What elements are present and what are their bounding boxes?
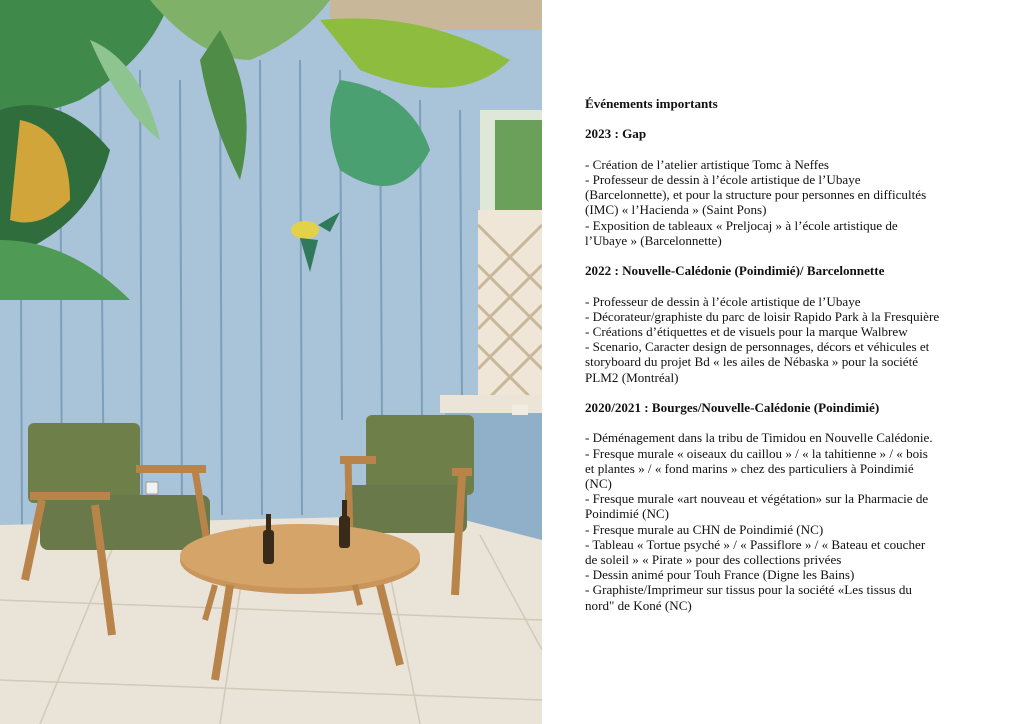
spacer bbox=[585, 415, 995, 430]
event-line: - Fresque murale «art nouveau et végétation» sur la Pharmacie de bbox=[585, 491, 929, 507]
event-line: - Tableau « Tortue psyché » / « Passiflore » / « Bateau et coucher bbox=[585, 536, 926, 552]
event-line: - Déménagement dans la tribu de Timidou en Nouvelle Calédonie. bbox=[585, 430, 933, 446]
event-line: - Professeur de dessin à l’école artistique de l’Ubaye bbox=[585, 171, 861, 187]
spacer bbox=[585, 278, 995, 293]
spacer bbox=[585, 111, 995, 126]
event-line: - Créations d’étiquettes et de visuels pour la marque Walbrew bbox=[585, 323, 908, 339]
spacer bbox=[585, 248, 995, 263]
event-line: storyboard du projet Bd « les ailes de Nébaska » pour la société bbox=[585, 354, 919, 370]
event-line: de soleil » « Pirate » pour des collections privées bbox=[585, 552, 842, 567]
event-line: - Scenario, Caracter design de personnages, décors et véhicules et bbox=[585, 339, 930, 355]
event-line: - Exposition de tableaux « Preljocaj » à l’école artistique de bbox=[585, 217, 898, 233]
event-line: - Création de l’atelier artistique Tomc à Neffes bbox=[585, 156, 830, 172]
event-line: l’Ubaye » (Barcelonnette) bbox=[585, 232, 722, 248]
wall-outlet bbox=[146, 482, 158, 494]
spacer bbox=[585, 385, 995, 400]
event-line: - Professeur de dessin à l’école artistique de l’Ubaye bbox=[585, 293, 861, 309]
section-heading: 2020/2021 : Bourges/Nouvelle-Calédonie (Poindimié) bbox=[585, 399, 880, 415]
event-line: (NC) bbox=[585, 475, 612, 491]
outside-tree bbox=[495, 120, 542, 210]
event-line: - Dessin animé pour Touh France (Digne les Bains) bbox=[585, 567, 855, 583]
spacer bbox=[585, 142, 995, 157]
cup bbox=[512, 405, 528, 415]
event-line: (IMC) « l’Hacienda » (Saint Pons) bbox=[585, 202, 767, 218]
events-title: Événements importants bbox=[585, 96, 718, 111]
section-heading: 2023 : Gap bbox=[585, 126, 647, 142]
event-line: PLM2 (Montréal) bbox=[585, 369, 679, 385]
event-line: - Fresque murale « oiseaux du caillou » / « la tahitienne » / « bois bbox=[585, 445, 928, 461]
event-line: Poindimié (NC) bbox=[585, 506, 670, 522]
event-line: - Fresque murale au CHN de Poindimié (NC) bbox=[585, 521, 824, 537]
lattice-screen bbox=[478, 210, 542, 409]
event-line: et plantes » / « fond marins » chez des particuliers à Poindimié bbox=[585, 460, 914, 476]
event-line: nord" de Koné (NC) bbox=[585, 597, 692, 613]
event-line: - Décorateur/graphiste du parc de loisir Rapido Park à la Fresquière bbox=[585, 308, 940, 324]
event-line: (Barcelonnette), et pour la structure pour personnes en difficultés bbox=[585, 187, 927, 203]
section-heading: 2022 : Nouvelle-Calédonie (Poindimié)/ Barcelonnette bbox=[585, 263, 885, 279]
events-text-block bbox=[585, 96, 995, 613]
event-line: - Graphiste/Imprimeur sur tissus pour la société «Les tissus du bbox=[585, 582, 912, 598]
